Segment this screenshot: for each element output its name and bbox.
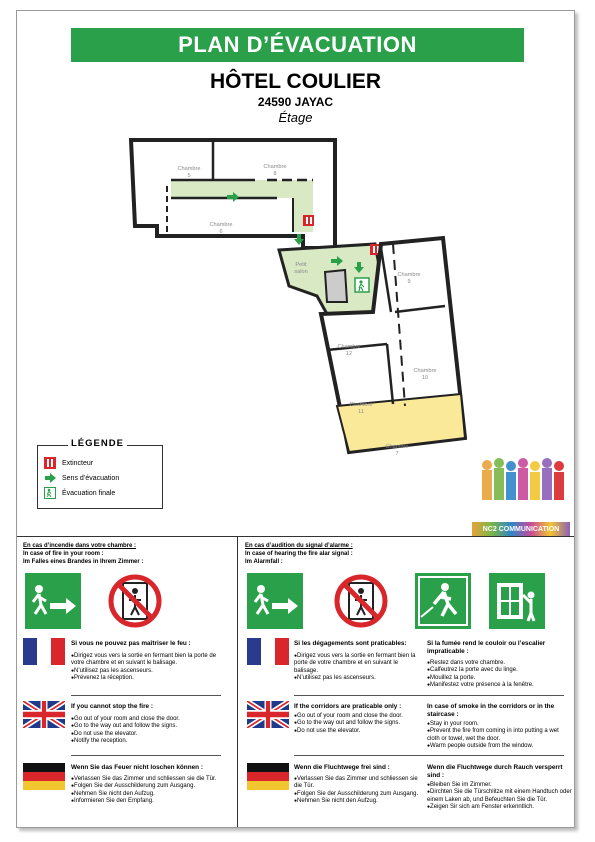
room-chambre-7: Chambre 7: [385, 444, 409, 457]
en-title-smoke: In case of smoke in the corridors or in the staircase :: [427, 703, 555, 718]
upper-wing: [131, 140, 335, 248]
emergency-exit-sign: [25, 573, 81, 629]
no-elevator-sign: [107, 573, 163, 629]
hotel-address: 24590 JAYAC: [257, 95, 334, 109]
en-title-corridors: If the corridors are praticable only :: [294, 703, 402, 710]
de-title: Wenn Sie das Feuer nicht loschen können :: [71, 764, 203, 771]
legend-title: LÉGENDE: [68, 438, 127, 449]
arrow-right-icon: [44, 472, 56, 484]
room-chambre-11: Chambre 11: [349, 402, 373, 415]
fr-title-smoke: Si la fumée rend le couloir ou l’escalier impraticable :: [427, 640, 546, 655]
emergency-exit-sign: [247, 573, 303, 629]
en-instructions-smoke: ● Stay in your room. ● Prevent the fire from coming in into putting a wet cloth or towel, wet the door. ● Warm people outside from the window.: [427, 721, 572, 750]
fr-title-corridors: Si les dégagements sont praticables:: [294, 640, 407, 647]
section-divider: [17, 536, 574, 537]
logo-wordmark: NC2 COMMUNICATION: [472, 522, 570, 536]
middle-wing: [279, 244, 383, 314]
en-instructions: ● Go out of your room and close the door. ● Go to the way out and follow the signs. ● Do not use the elevator. ● Notify the reception.: [71, 716, 231, 745]
fire-extinguisher-icon: [44, 457, 56, 469]
page-title: PLAN D’ÉVACUATION: [71, 28, 524, 62]
floor-label: Étage: [278, 110, 313, 125]
right-instructions-heading: En cas d’audition du signal d’alarme : In case of hearing the fire alar signal : Im Alarmfall :: [245, 543, 353, 565]
flag-france-icon: [23, 638, 65, 665]
room-chambre-12: Chambre 12: [337, 344, 361, 357]
legend-item-direction: Sens d’évacuation: [44, 471, 119, 485]
room-chambre-6: Chambre 6: [209, 222, 233, 235]
fr-instructions-smoke: ● Restez dans votre chambre. ● Calfeutrez la porte avec du linge. ● Mouillez la porte. ● Manifestez votre présence à la fenêtre.: [427, 660, 572, 689]
stay-in-room-sign: [415, 573, 471, 629]
de-instructions-smoke: ● Bleiben Sie im Zimmer. ● Dirchten Sie die Türschlitze mit einem Handtuch oder einem Laken ab, und Befeuchten Sie die Tür. ● Zeigen Sir sich am Fenster erkenntlich.: [427, 782, 572, 811]
room-chambre-5: Chambre 5: [177, 166, 201, 179]
fr-title: Si vous ne pouvez pas maîtriser le feu :: [71, 640, 191, 647]
hotel-name: HÔTEL COULIER: [209, 70, 382, 93]
signal-at-window-sign: [489, 573, 545, 629]
no-elevator-sign: [333, 573, 389, 629]
fr-instructions: ● Dirigez vous vers la sortie en fermant bien la porte de votre chambre et en suivant le balisage. ● N’utilisez pas les ascenseurs. ● Prévenez la réception.: [71, 653, 231, 682]
room-petit-salon: Petit salon: [294, 262, 308, 275]
flag-uk-icon: [247, 701, 289, 728]
final-exit-icon: [355, 278, 369, 292]
fr-instructions-corridors: ● Dirigez vous vers la sortie en fermant bien la porte de votre chambre et en suivant le balisage. ● N’utilisez pas les ascenseurs.: [294, 653, 419, 682]
legend-item-extinguisher: Extincteur: [44, 456, 93, 470]
flag-uk-icon: [23, 701, 65, 728]
left-instructions-heading: En cas d’incendie dans votre chambre : In case of fire in your room : Im Falles eines Brandes in Ihrem Zimmer :: [23, 543, 144, 565]
company-logo: [472, 456, 572, 536]
logo-figures: [472, 456, 572, 520]
fire-extinguisher-icon: [303, 215, 314, 226]
en-instructions-corridors: ● Go out of your room and close the door. ● Go to the way out and follow the signs. ● Do not use the elevator.: [294, 713, 419, 735]
room-chambre-8: Chambre 8: [263, 164, 287, 177]
column-divider: [237, 536, 238, 827]
stairwell: [325, 270, 347, 302]
de-instructions-corridors: ● Verlassen Sie das Zimmer und schliessen sie die Tür. ● Folgen Sie der Ausschilderung zum Ausgang. ● Nehmen Sie nicht den Aufzug.: [294, 776, 419, 805]
legend-item-final-exit: Évacuation finale: [44, 486, 115, 500]
evacuation-plan-sheet: [16, 10, 575, 828]
flag-germany-icon: [23, 763, 65, 790]
final-exit-icon: [44, 487, 56, 499]
room-chambre-10: Chambre 10: [413, 368, 437, 381]
legend-box: [37, 438, 163, 509]
room-chambre-9: Chambre 9: [397, 272, 421, 285]
de-title-smoke: Wenn die Fluchtwege durch Rauch versperrt sind :: [427, 764, 563, 779]
de-instructions: ● Verlassen Sie das Zimmer und schliessen sie die Tür. ● Folgen Sie der Ausschilderung zum Ausgang. ● Nehmen Sie nicht den Aufzug. ● Informieren Sie den Empfang.: [71, 776, 236, 805]
flag-france-icon: [247, 638, 289, 665]
flag-germany-icon: [247, 763, 289, 790]
floor-plan: [127, 136, 467, 476]
de-title-corridors: Wenn die Fluchtwege frei sind :: [294, 764, 390, 771]
en-title: If you cannot stop the fire :: [71, 703, 154, 710]
